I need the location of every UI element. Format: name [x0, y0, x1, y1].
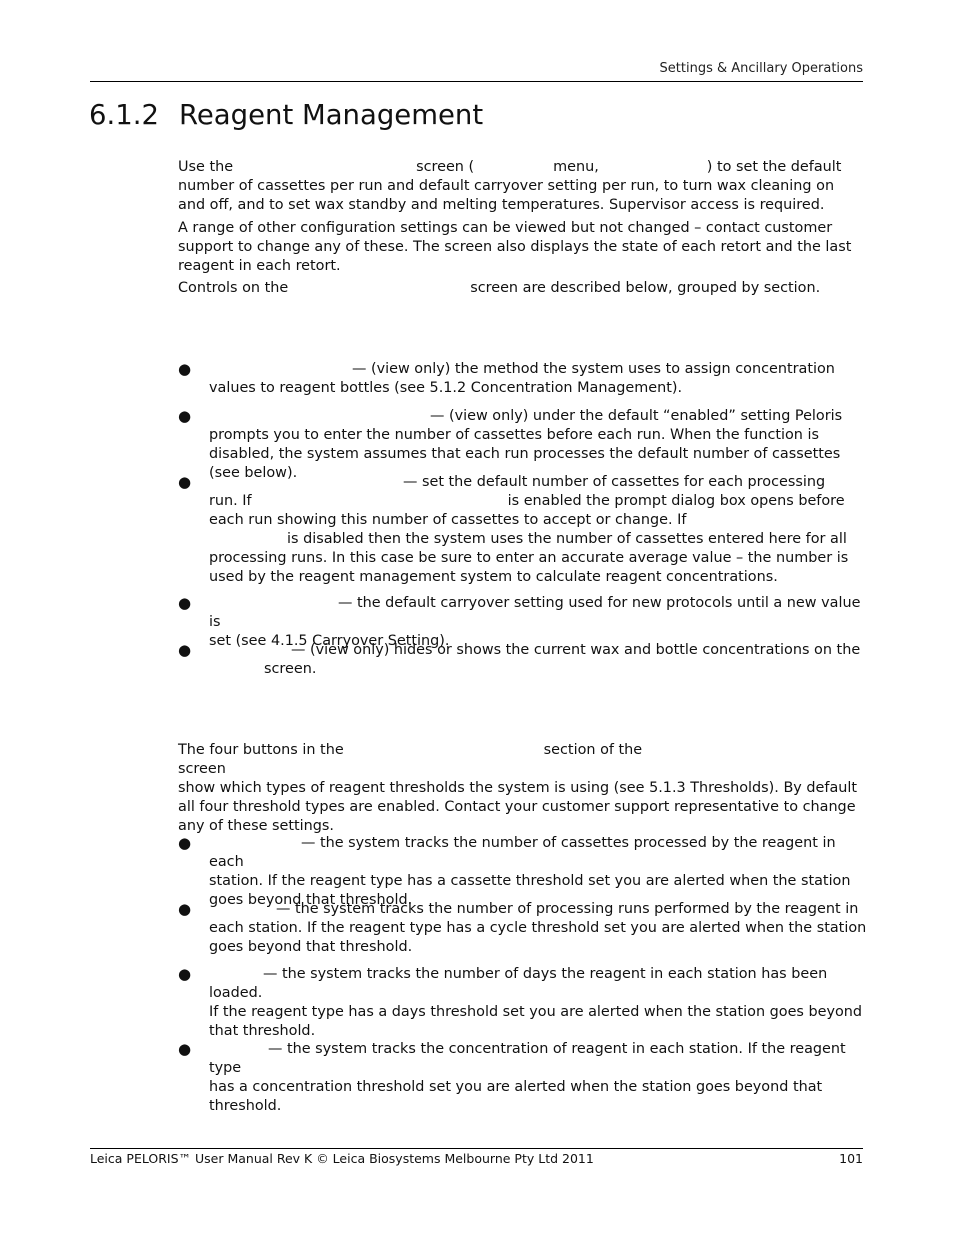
bullet-text: If the reagent type has a days threshold set you are alerted when the station goes beyond that threshold. — [209, 1003, 863, 1039]
thresholds-text-rest: show which types of reagent thresholds the system is using (see 5.1.3 Thresholds). By default all four threshold types are enabled. Contact your customer support representative to change any of these settings. — [178, 779, 858, 834]
bullet-icon: ● — [178, 834, 192, 852]
bullet-text: is disabled then the system uses the number of cassettes entered here for all — [287, 530, 847, 547]
controls-text-b: screen are described below, grouped by section. — [470, 280, 821, 296]
bullet-icon: ● — [178, 594, 192, 612]
list-item — [178, 900, 868, 957]
bullet-text: — (view only) hides or shows the current wax and bottle concentrations on the — [291, 642, 861, 658]
intro-text-d: ) to set the default — [706, 159, 842, 175]
thresholds-text-a: The four buttons in the — [178, 742, 344, 758]
bullet-icon: ● — [178, 900, 192, 918]
controls-text-a: Controls on the — [178, 280, 289, 296]
thresholds-paragraph — [178, 741, 863, 836]
intro-text-a: Use the — [178, 159, 234, 175]
bullet-icon: ● — [178, 407, 192, 425]
intro-paragraph-3 — [178, 279, 863, 298]
bullet-text: values to reagent bottles (see 5.1.2 Concentration Management). — [209, 379, 683, 396]
bullet-text: station. If the reagent type has a cassette threshold set you are alerted when the station goes beyond that threshold. — [209, 872, 851, 908]
thresholds-text-b: section of the — [543, 742, 643, 758]
bullet-text: — (view only) under the default “enabled” setting Peloris — [430, 408, 843, 424]
bullet-text: — (view only) the method the system uses to assign concentration — [352, 361, 835, 377]
intro-text-b: screen ( — [416, 159, 475, 175]
bullet-text: each run showing this number of cassettes to accept or change. If — [209, 511, 687, 528]
list-item — [178, 834, 868, 910]
header-rule — [90, 81, 863, 82]
bullet-icon: ● — [178, 965, 192, 983]
bullet-icon: ● — [178, 641, 192, 659]
page-number: 101 — [839, 1151, 863, 1166]
section-title: Reagent Management — [179, 99, 484, 131]
bullet-icon: ● — [178, 360, 192, 378]
bullet-text: — the system tracks the concentration of reagent in each station. If the reagent type — [209, 1041, 846, 1076]
list-item — [178, 1040, 868, 1116]
bullet-icon: ● — [178, 473, 192, 491]
bullet-text: — the system tracks the number of processing runs performed by the reagent in — [276, 901, 859, 917]
list-item — [178, 473, 868, 586]
bullet-text: screen. — [264, 660, 317, 677]
bullet-text: — set the default number of cassettes for each processing — [403, 474, 826, 490]
bullet-text: processing runs. In this case be sure to enter an accurate average value – the number is used by the reagent management system to calculate reagent concentrations. — [209, 549, 849, 585]
bullet-text: has a concentration threshold set you are alerted when the station goes beyond that threshold. — [209, 1078, 823, 1114]
footer-copyright: Leica PELORIS™ User Manual Rev K © Leica Biosystems Melbourne Pty Ltd 2011 — [90, 1151, 594, 1166]
bullet-text: each station. If the reagent type has a cycle threshold set you are alerted when the station goes beyond that threshold. — [209, 919, 867, 955]
bullet-text: — the system tracks the number of days the reagent in each station has been loaded. — [209, 966, 828, 1001]
section-number: 6.1.2 — [89, 99, 159, 131]
intro-text-rest: number of cassettes per run and default carryover setting per run, to turn wax cleaning on and off, and to set wax standby and melting temperatures. Supervisor access is required. — [178, 177, 835, 213]
bullet-text: — the system tracks the number of cassettes processed by the reagent in each — [209, 835, 836, 870]
intro-text-c: menu, — [553, 159, 599, 175]
list-item — [178, 965, 868, 1041]
intro-paragraph-2 — [178, 219, 863, 276]
bullet-text: set (see 4.1.5 Carryover Setting). — [209, 632, 450, 649]
section-heading — [89, 99, 483, 131]
bullet-text: prompts you to enter the number of cassettes before each run. When the function is disabled, the system assumes that each run processes the default number of cassettes (see below). — [209, 426, 841, 481]
bullet-text: — the default carryover setting used for new protocols until a new value is — [209, 595, 861, 630]
bullet-text: run. If — [209, 492, 252, 509]
list-item — [178, 360, 868, 398]
intro-text-2: A range of other configuration settings can be viewed but not changed – contact customer support to change any of these. The screen also displays the state of each retort and the last reagent in each retort. — [178, 220, 852, 274]
footer-rule — [90, 1148, 863, 1149]
list-item — [178, 407, 868, 483]
intro-paragraph-1 — [178, 158, 863, 215]
running-head: Settings & Ancillary Operations — [659, 61, 863, 76]
bullet-icon: ● — [178, 1040, 192, 1058]
thresholds-text-c: screen — [178, 760, 226, 777]
bullet-text: is enabled the prompt dialog box opens before — [507, 492, 845, 509]
list-item — [178, 641, 868, 679]
